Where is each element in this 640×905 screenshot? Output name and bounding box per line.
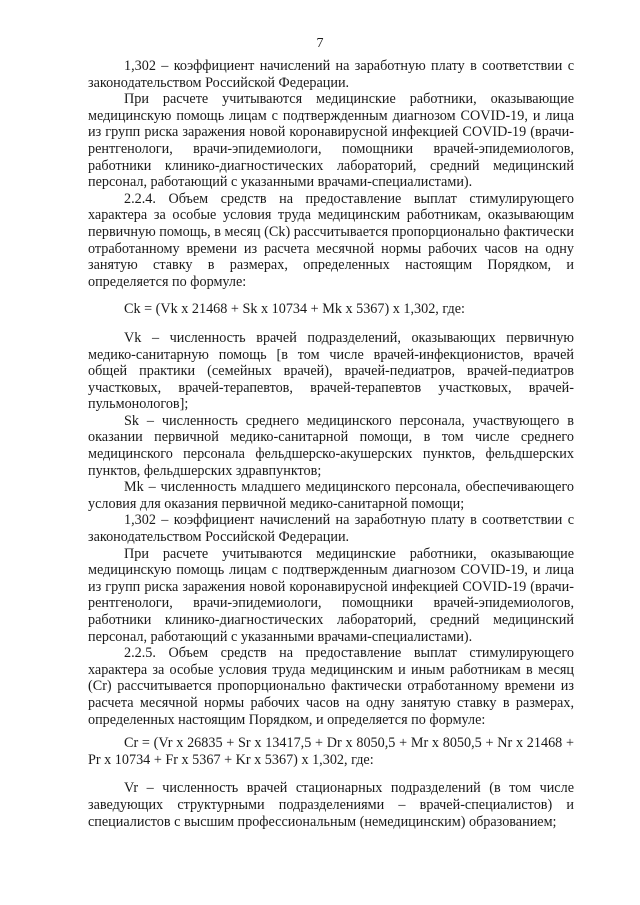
paragraph: При расчете учитываются медицинские работники, оказывающие медицинскую помощь лицам с подтвержденным диагнозом COVID-19, и лица из групп риска заражения новой коронавирусной инфекцией COVID-19 (врачи-рентгенологи, врачи-эпидемиологи, помощники врачей-эпидемиологов, работники клинико-диагностических лабораторий, средний медицинский персонал, работающий с указанными врачами-специалистами). [88,545,574,645]
paragraph: Mk – численность младшего медицинского персонала, обеспечивающего условия для оказания первичной медико-санитарной помощи; [88,479,574,512]
paragraph: Sk – численность среднего медицинского персонала, участвующего в оказании первичной медико-санитарной помощи, в том числе среднего медицинского персонала фельдшерско-акушерских пунктов, фельдшерских пунктов, фельдшерских здравпунктов; [88,412,574,479]
paragraph: 2.2.5. Объем средств на предоставление выплат стимулирующего характера за особые условия труда медицинским и иным работникам в месяц (Cr) рассчитывается пропорционально фактически отработанному времени из расчета месячной нормы рабочих часов на одну занятую ставку в размерах, определенных настоящим Порядком, и определяется по формуле: [88,645,574,728]
paragraph: 1,302 – коэффициент начислений на заработную плату в соответствии с законодательством Российской Федерации. [88,512,574,546]
paragraph: При расчете учитываются медицинские работники, оказывающие медицинскую помощь лицам с подтвержденным диагнозом COVID-19, и лица из групп риска заражения новой коронавирусной инфекцией COVID-19 (врачи-рентгенологи, врачи-эпидемиологи, помощники врачей-эпидемиологов, работники клинико-диагностических лабораторий, средний медицинский персонал, работающий с указанными врачами-специалистами). [88,91,574,191]
paragraph: 2.2.4. Объем средств на предоставление выплат стимулирующего характера за особые условия труда медицинским работникам, оказывающим первичную помощь, в месяц (Ck) рассчитывается пропорционально фактически отработанному времени из расчета месячной нормы рабочих часов на одну занятую ставку в размерах, определенных настоящим Порядком, и определяется по формуле: [88,190,574,290]
paragraph: Vk – численность врачей подразделений, оказывающих первичную медико-санитарную помощь [в том числе врачей-инфекционистов, врачей общей практики (семейных врачей), врачей-педиатров, врачей-педиатров участковых, врачей-терапевтов, врачей-терапевтов участковых, врачей-пульмонологов]; [88,329,574,413]
paragraph: Vr – численность врачей стационарных подразделений (в том числе заведующих структурными подразделениями – врачей-специалистов) и специалистов с высшим профессиональным (немедицинским) образованием; [88,780,574,830]
paragraph: 1,302 – коэффициент начислений на заработную плату в соответствии с законодательством Российской Федерации. [88,58,574,91]
page-number: 7 [316,36,324,51]
formula-ck: Ck = (Vk x 21468 + Sk x 10734 + Mk x 5367) x 1,302, где: [124,301,465,318]
document-body [88,58,574,830]
formula-cr: Cr = (Vr x 26835 + Sr x 13417,5 + Dr x 8050,5 + Mr x 8050,5 + Nr x 21468 + Pr x 10734 + Fr x 5367 + Kr x 5367) x 1,302, где: [88,735,574,768]
